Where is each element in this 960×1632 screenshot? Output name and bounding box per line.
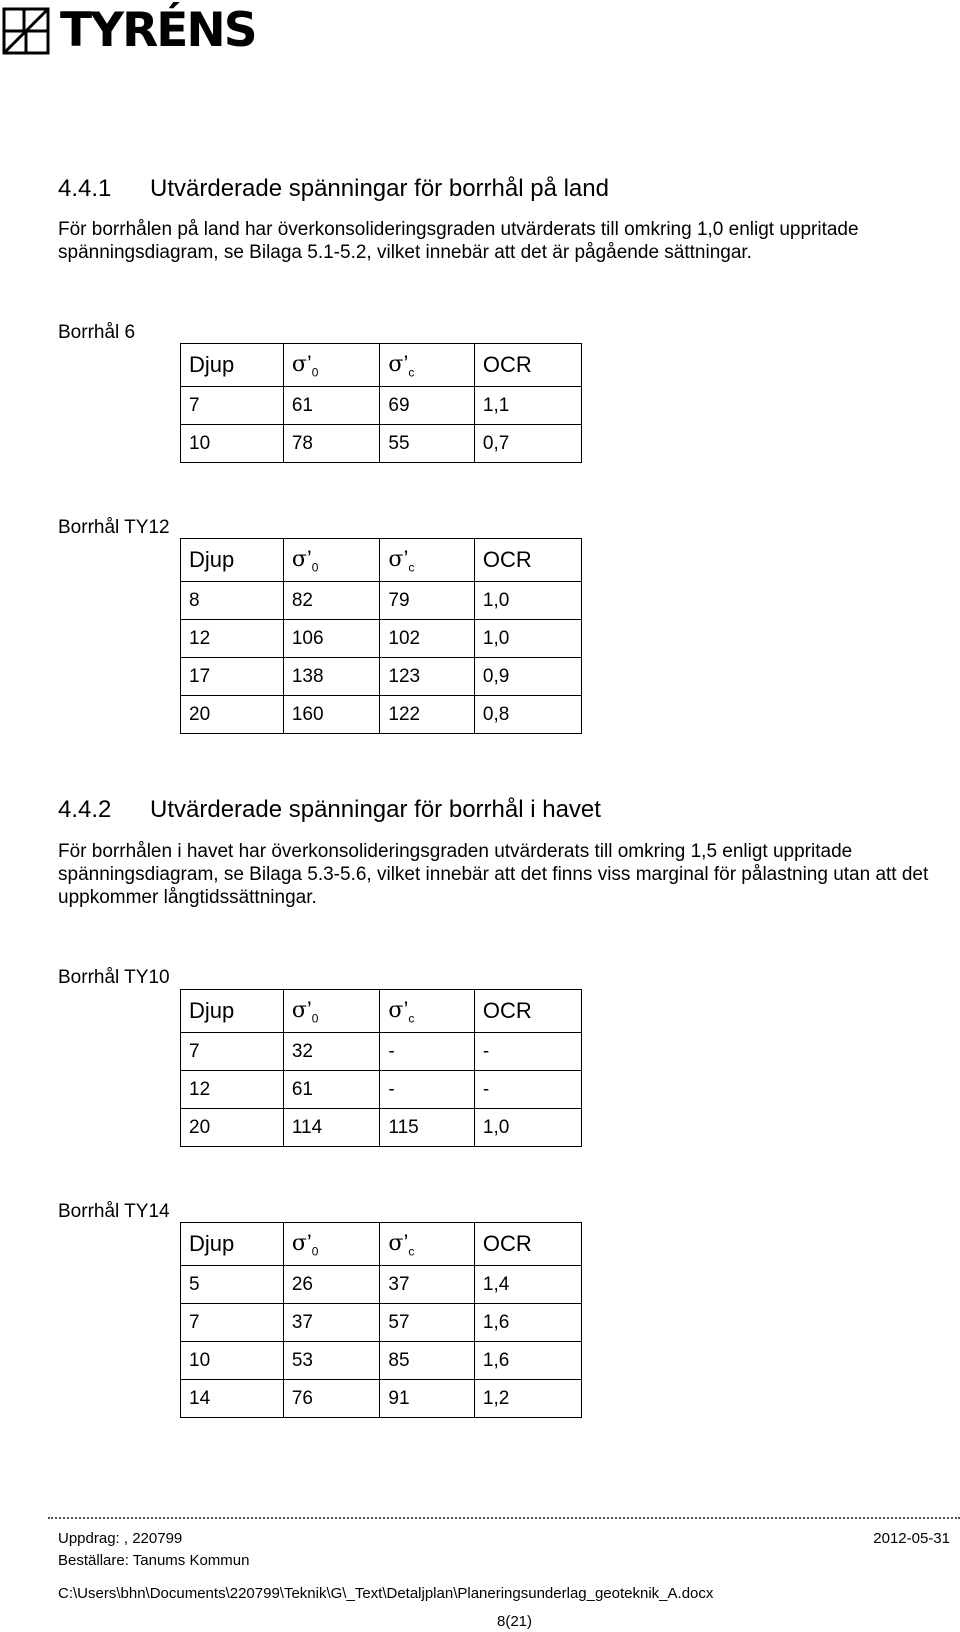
table-cell: 78 [283, 425, 380, 463]
table-cell: - [380, 1071, 474, 1109]
table-cell: 122 [380, 696, 474, 734]
section-heading [58, 796, 601, 824]
data-table [180, 538, 582, 734]
section-title: Utvärderade spänningar för borrhål i havet [150, 796, 601, 823]
table-cell: 85 [380, 1342, 474, 1380]
header-sigma-0: $\sigma’_0$ [283, 344, 380, 387]
table-cell: 8 [181, 582, 284, 620]
table-row [181, 1071, 582, 1109]
table-cell: - [380, 1033, 474, 1071]
table-row [181, 425, 582, 463]
table-cell: 12 [181, 620, 284, 658]
table-cell: 37 [283, 1304, 380, 1342]
table-cell: 7 [181, 387, 284, 425]
table-caption: Borrhål TY10 [58, 967, 170, 988]
header-depth: Djup [181, 990, 284, 1033]
table-cell: 0,9 [474, 658, 581, 696]
table-header-row [181, 1223, 582, 1266]
table-cell: 57 [380, 1304, 474, 1342]
data-table [180, 989, 582, 1147]
table-row [181, 696, 582, 734]
table-cell: 1,4 [474, 1266, 581, 1304]
table-header-row [181, 539, 582, 582]
table-cell: 82 [283, 582, 380, 620]
table-cell: 1,6 [474, 1342, 581, 1380]
table-cell: - [474, 1071, 581, 1109]
table-cell: 1,0 [474, 582, 581, 620]
table-header-row [181, 344, 582, 387]
section-number: 4.4.2 [58, 796, 112, 823]
table-cell: 10 [181, 1342, 284, 1380]
table-header-row [181, 990, 582, 1033]
table-row [181, 1380, 582, 1418]
table-cell: 53 [283, 1342, 380, 1380]
header-depth: Djup [181, 1223, 284, 1266]
table-caption: Borrhål TY12 [58, 517, 170, 538]
table-row [181, 387, 582, 425]
table-cell: 1,2 [474, 1380, 581, 1418]
footer-bestallare: Beställare: Tanums Kommun [58, 1552, 250, 1569]
table-cell: 76 [283, 1380, 380, 1418]
table-cell: 115 [380, 1109, 474, 1147]
table-cell: 1,0 [474, 620, 581, 658]
tyrens-logo-icon [2, 7, 50, 55]
header-sigma-0: $\sigma’_0$ [283, 1223, 380, 1266]
table-row [181, 1304, 582, 1342]
header-sigma-0: $\sigma’_0$ [283, 539, 380, 582]
table-cell: 20 [181, 1109, 284, 1147]
section-number: 4.4.1 [58, 175, 112, 202]
table-cell: 91 [380, 1380, 474, 1418]
header-sigma-c: $\sigma’_c$ [380, 990, 474, 1033]
table-cell: 160 [283, 696, 380, 734]
table-cell: 12 [181, 1071, 284, 1109]
table-cell: 79 [380, 582, 474, 620]
header-sigma-c: $\sigma’_c$ [380, 539, 474, 582]
table-row [181, 582, 582, 620]
table-cell: 37 [380, 1266, 474, 1304]
section-title: Utvärderade spänningar för borrhål på land [150, 175, 609, 202]
table-cell: 1,1 [474, 387, 581, 425]
table-cell: 61 [283, 387, 380, 425]
data-table [180, 1222, 582, 1418]
table-cell: 5 [181, 1266, 284, 1304]
table-cell: 1,6 [474, 1304, 581, 1342]
table-cell: 102 [380, 620, 474, 658]
table-caption: Borrhål TY14 [58, 1201, 170, 1222]
table-cell: 7 [181, 1304, 284, 1342]
header-sigma-0: $\sigma’_0$ [283, 990, 380, 1033]
table-cell: 20 [181, 696, 284, 734]
section-paragraph: För borrhålen på land har överkonsolideringsgraden utvärderats till omkring 1,0 enligt uppritade spänningsdiagram, se Bilaga 5.1-5.2, vilket innebär att det är pågående sättningar. [58, 219, 859, 263]
section-paragraph: För borrhålen i havet har överkonsolideringsgraden utvärderats till omkring 1,5 enligt uppritade spänningsdiagram, se Bilaga 5.3-5.6, vilket innebär att det finns viss marginal för pålastning utan att det uppkommer långtidssättningar. [58, 841, 929, 908]
table-row [181, 658, 582, 696]
table-cell: 0,8 [474, 696, 581, 734]
table-cell: 138 [283, 658, 380, 696]
table-cell: 7 [181, 1033, 284, 1071]
table-cell: 17 [181, 658, 284, 696]
table-cell: - [474, 1033, 581, 1071]
data-table [180, 343, 582, 463]
header-depth: Djup [181, 344, 284, 387]
footer-date: 2012-05-31 [873, 1530, 950, 1547]
table-cell: 10 [181, 425, 284, 463]
tyrens-logo [2, 3, 256, 58]
section-heading [58, 175, 609, 203]
table-cell: 69 [380, 387, 474, 425]
table-row [181, 1033, 582, 1071]
header-sigma-c: $\sigma’_c$ [380, 1223, 474, 1266]
table-caption: Borrhål 6 [58, 322, 136, 343]
footer-divider [48, 1517, 960, 1519]
table-cell: 0,7 [474, 425, 581, 463]
header-ocr: OCR [474, 344, 581, 387]
logo-wordmark: TYRÉNS [60, 3, 256, 58]
table-cell: 61 [283, 1071, 380, 1109]
table-row [181, 1109, 582, 1147]
header-depth: Djup [181, 539, 284, 582]
footer-uppdrag: Uppdrag: , 220799 [58, 1530, 183, 1547]
table-row [181, 1266, 582, 1304]
table-cell: 26 [283, 1266, 380, 1304]
header-ocr: OCR [474, 990, 581, 1033]
footer-page-number: 8(21) [497, 1613, 533, 1630]
header-sigma-c: $\sigma’_c$ [380, 344, 474, 387]
table-row [181, 1342, 582, 1380]
header-ocr: OCR [474, 539, 581, 582]
table-cell: 55 [380, 425, 474, 463]
table-cell: 32 [283, 1033, 380, 1071]
table-cell: 106 [283, 620, 380, 658]
table-cell: 1,0 [474, 1109, 581, 1147]
footer-file-path: C:\Users\bhn\Documents\220799\Teknik\G\_Text\Detaljplan\Planeringsunderlag_geoteknik_A.docx [58, 1585, 714, 1602]
table-cell: 114 [283, 1109, 380, 1147]
table-cell: 123 [380, 658, 474, 696]
header-ocr: OCR [474, 1223, 581, 1266]
table-cell: 14 [181, 1380, 284, 1418]
table-row [181, 620, 582, 658]
